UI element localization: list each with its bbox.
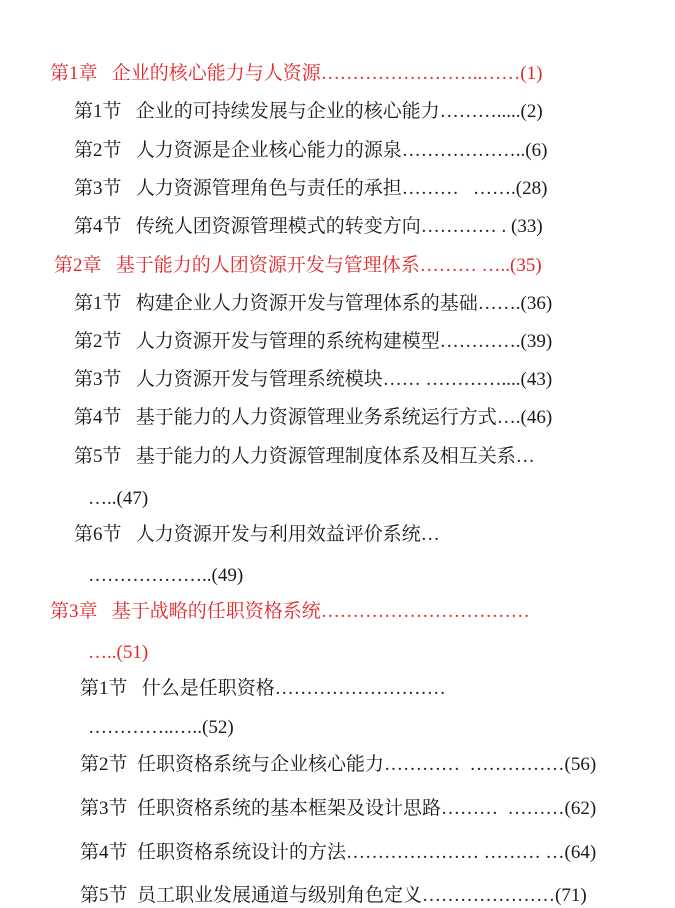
- chapter-3-title[interactable]: 第3章 基于战略的任职资格系统……………………………: [50, 601, 530, 622]
- chapter-2-section-2[interactable]: 第2节 人力资源开发与管理的系统构建模型………….(39): [74, 331, 553, 352]
- chapter-2-section-5-page[interactable]: …..(47): [88, 488, 149, 509]
- chapter-2-title[interactable]: 第2章 基于能力的人团资源开发与管理体系……… …..(35): [54, 255, 542, 276]
- chapter-3-section-4[interactable]: 第4节 任职资格系统设计的方法………………… ……… …(64): [80, 842, 597, 863]
- chapter-3-section-1[interactable]: 第1节 什么是任职资格………………………: [80, 678, 446, 699]
- chapter-3-section-1-page[interactable]: …………..…..(52): [88, 717, 234, 738]
- chapter-3-section-2[interactable]: 第2节 任职资格系统与企业核心能力………… ……………(56): [80, 754, 597, 775]
- chapter-1-section-4[interactable]: 第4节 传统人团资源管理模式的转变方向………… . (33): [74, 216, 543, 237]
- chapter-1-title[interactable]: 第1章 企业的核心能力与人资源……………………..……(1): [50, 63, 543, 84]
- chapter-2-section-5[interactable]: 第5节 基于能力的人力资源管理制度体系及相互关系…: [74, 446, 535, 467]
- chapter-2-section-1[interactable]: 第1节 构建企业人力资源开发与管理体系的基础…….(36): [74, 293, 553, 314]
- chapter-1-section-2[interactable]: 第2节 人力资源是企业核心能力的源泉………………..(6): [74, 140, 548, 161]
- chapter-3-section-3[interactable]: 第3节 任职资格系统的基本框架及设计思路……… ………(62): [80, 798, 597, 819]
- chapter-2-section-3[interactable]: 第3节 人力资源开发与管理系统模块…… …………....(43): [74, 369, 553, 390]
- chapter-3-section-5[interactable]: 第5节 员工职业发展通道与级别角色定义…………………(71): [80, 885, 587, 906]
- chapter-2-section-6-page[interactable]: ………………..(49): [88, 565, 244, 586]
- chapter-1-section-3[interactable]: 第3节 人力资源管理角色与责任的承担……… …….(28): [74, 178, 548, 199]
- chapter-1-section-1[interactable]: 第1节 企业的可持续发展与企业的核心能力……….....(2): [74, 101, 543, 122]
- chapter-2-section-6[interactable]: 第6节 人力资源开发与利用效益评价系统…: [74, 524, 440, 545]
- chapter-3-title-page[interactable]: …..(51): [88, 642, 149, 663]
- chapter-2-section-4[interactable]: 第4节 基于能力的人力资源管理业务系统运行方式….(46): [74, 407, 553, 428]
